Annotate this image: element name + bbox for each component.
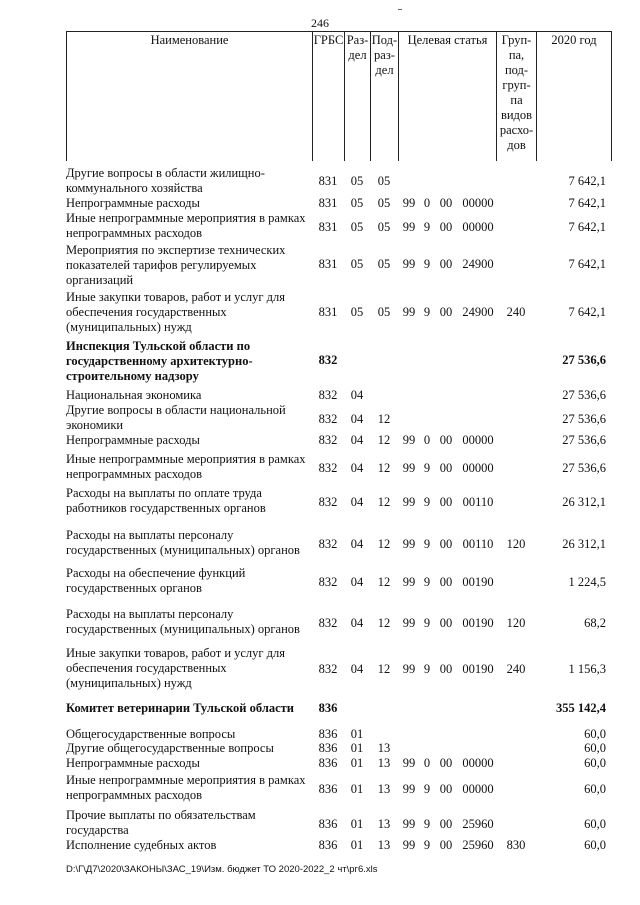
row-target-main: 00: [439, 495, 453, 509]
row-podrazdel: 13: [377, 741, 391, 755]
header-group-cell: [496, 31, 536, 161]
row-razdel: 01: [350, 741, 364, 755]
row-amount: 26 312,1: [562, 495, 606, 509]
row-expense-type: 120: [506, 537, 526, 551]
row-target-program: 99: [402, 575, 416, 589]
row-grbs: 832: [318, 575, 338, 589]
row-razdel: 04: [350, 412, 364, 426]
row-target-sub: 9: [423, 305, 431, 319]
header-name: Наименование: [150, 33, 229, 47]
row-grbs: 832: [318, 616, 338, 630]
row-name: Исполнение судебных актов: [66, 838, 217, 852]
row-razdel: 04: [350, 616, 364, 630]
row-expense-type: 830: [506, 838, 526, 852]
row-target-direction: 00000: [462, 782, 494, 796]
row-amount: 7 642,1: [568, 305, 606, 319]
row-podrazdel: 13: [377, 756, 391, 770]
row-target-program: 99: [402, 838, 416, 852]
row-razdel: 01: [350, 727, 364, 741]
row-name: Другие вопросы в области жилищно-коммунального хозяйства: [66, 166, 265, 195]
row-amount: 27 536,6: [562, 353, 606, 367]
row-amount: 60,0: [584, 782, 606, 796]
row-target-main: 00: [439, 838, 453, 852]
row-target-main: 00: [439, 196, 453, 210]
row-target-program: 99: [402, 196, 416, 210]
row-razdel: 04: [350, 433, 364, 447]
row-podrazdel: 12: [377, 537, 391, 551]
row-podrazdel: 05: [377, 174, 391, 188]
row-target-direction: 00000: [462, 433, 494, 447]
row-grbs: 836: [318, 838, 338, 852]
scan-mark: [398, 9, 402, 10]
row-razdel: 01: [350, 817, 364, 831]
row-target-main: 00: [439, 461, 453, 475]
row-name: Расходы на обеспечение функций государственных органов: [66, 566, 246, 595]
row-target-direction: 00000: [462, 220, 494, 234]
row-podrazdel: 12: [377, 662, 391, 676]
row-amount: 1 156,3: [568, 662, 606, 676]
row-amount: 355 142,4: [556, 701, 606, 715]
row-target-sub: 9: [423, 257, 431, 271]
row-target-direction: 25960: [462, 817, 494, 831]
row-name: Инспекция Тульской области по государственному архитектурно-строительному надзору: [66, 339, 253, 383]
row-podrazdel: 13: [377, 817, 391, 831]
row-target-sub: 9: [423, 220, 431, 234]
row-target-sub: 9: [423, 782, 431, 796]
row-razdel: 05: [350, 174, 364, 188]
row-grbs: 832: [318, 388, 338, 402]
row-grbs: 836: [318, 701, 338, 715]
row-podrazdel: 12: [377, 433, 391, 447]
row-podrazdel: 05: [377, 257, 391, 271]
row-name: Общегосударственные вопросы: [66, 727, 236, 741]
row-amount: 60,0: [584, 741, 606, 755]
row-name: Иные закупки товаров, работ и услуг для обеспечения государственных (муниципальных) нужд: [66, 646, 286, 690]
row-target-main: 00: [439, 616, 453, 630]
row-grbs: 831: [318, 220, 338, 234]
row-target-direction: 00190: [462, 616, 494, 630]
row-target-sub: 9: [423, 495, 431, 509]
row-target-program: 99: [402, 817, 416, 831]
row-razdel: 04: [350, 537, 364, 551]
row-target-direction: 00190: [462, 575, 494, 589]
row-target-main: 00: [439, 433, 453, 447]
row-amount: 68,2: [584, 616, 606, 630]
row-target-direction: 24900: [462, 257, 494, 271]
row-grbs: 831: [318, 196, 338, 210]
row-target-sub: 9: [423, 817, 431, 831]
row-target-program: 99: [402, 433, 416, 447]
row-grbs: 836: [318, 756, 338, 770]
row-target-main: 00: [439, 305, 453, 319]
row-razdel: 05: [350, 305, 364, 319]
header-grbs-cell: [312, 31, 344, 161]
row-name: Расходы на выплаты персоналу государственных (муниципальных) органов: [66, 528, 300, 557]
row-grbs: 832: [318, 412, 338, 426]
row-razdel: 01: [350, 756, 364, 770]
row-amount: 7 642,1: [568, 220, 606, 234]
row-name: Прочие выплаты по обязательствам государства: [66, 808, 256, 837]
row-amount: 27 536,6: [562, 461, 606, 475]
row-podrazdel: 05: [377, 305, 391, 319]
header-grbs: ГРБС: [313, 33, 344, 47]
row-target-program: 99: [402, 782, 416, 796]
row-amount: 60,0: [584, 756, 606, 770]
row-grbs: 832: [318, 537, 338, 551]
row-name: Национальная экономика: [66, 388, 202, 402]
header-target-cell: [398, 31, 496, 161]
row-grbs: 832: [318, 353, 338, 367]
row-grbs: 831: [318, 305, 338, 319]
row-amount: 7 642,1: [568, 196, 606, 210]
row-target-sub: 9: [423, 838, 431, 852]
row-target-sub: 9: [423, 575, 431, 589]
row-expense-type: 120: [506, 616, 526, 630]
header-group: Груп- па, под- груп- па видов расхо- дов: [499, 33, 534, 152]
row-podrazdel: 12: [377, 461, 391, 475]
row-razdel: 04: [350, 662, 364, 676]
row-grbs: 832: [318, 433, 338, 447]
row-podrazdel: 05: [377, 220, 391, 234]
row-razdel: 05: [350, 196, 364, 210]
row-target-direction: 25960: [462, 838, 494, 852]
row-name: Комитет ветеринарии Тульской области: [66, 701, 294, 715]
row-amount: 27 536,6: [562, 433, 606, 447]
row-name: Иные непрограммные мероприятия в рамках непрограммных расходов: [66, 211, 306, 240]
row-target-sub: 9: [423, 461, 431, 475]
row-name: Другие общегосударственные вопросы: [66, 741, 274, 755]
row-target-sub: 9: [423, 662, 431, 676]
row-target-main: 00: [439, 220, 453, 234]
row-target-main: 00: [439, 537, 453, 551]
row-target-sub: 9: [423, 616, 431, 630]
row-amount: 26 312,1: [562, 537, 606, 551]
row-razdel: 01: [350, 838, 364, 852]
row-name: Расходы на выплаты персоналу государственных (муниципальных) органов: [66, 607, 300, 636]
page-number: 246: [311, 16, 329, 30]
row-razdel: 04: [350, 388, 364, 402]
row-grbs: 836: [318, 817, 338, 831]
header-podrazdel: Под- раз- дел: [371, 33, 398, 77]
row-podrazdel: 13: [377, 782, 391, 796]
row-podrazdel: 12: [377, 616, 391, 630]
row-grbs: 832: [318, 662, 338, 676]
header-target: Целевая статья: [407, 33, 488, 47]
row-target-main: 00: [439, 662, 453, 676]
row-name: Непрограммные расходы: [66, 756, 200, 770]
row-target-program: 99: [402, 220, 416, 234]
row-grbs: 832: [318, 495, 338, 509]
row-amount: 27 536,6: [562, 388, 606, 402]
header-year-cell: [536, 31, 612, 161]
row-target-direction: 00000: [462, 196, 494, 210]
row-grbs: 831: [318, 174, 338, 188]
row-target-direction: 00110: [462, 537, 494, 551]
row-target-main: 00: [439, 817, 453, 831]
row-target-program: 99: [402, 257, 416, 271]
row-amount: 60,0: [584, 817, 606, 831]
row-razdel: 05: [350, 220, 364, 234]
row-grbs: 831: [318, 257, 338, 271]
row-podrazdel: 12: [377, 412, 391, 426]
row-razdel: 04: [350, 575, 364, 589]
row-target-direction: 00190: [462, 662, 494, 676]
row-grbs: 836: [318, 727, 338, 741]
row-amount: 1 224,5: [568, 575, 606, 589]
row-target-program: 99: [402, 461, 416, 475]
row-target-direction: 00000: [462, 461, 494, 475]
row-target-program: 99: [402, 537, 416, 551]
row-name: Иные непрограммные мероприятия в рамках непрограммных расходов: [66, 452, 306, 481]
row-podrazdel: 13: [377, 838, 391, 852]
row-name: Мероприятия по экспертизе технических показателей тарифов регулируемых организаций: [66, 243, 286, 287]
row-amount: 7 642,1: [568, 257, 606, 271]
row-expense-type: 240: [506, 305, 526, 319]
table-header: [66, 31, 612, 161]
row-name: Иные непрограммные мероприятия в рамках непрограммных расходов: [66, 773, 306, 802]
row-target-program: 99: [402, 756, 416, 770]
row-target-direction: 00000: [462, 756, 494, 770]
row-amount: 60,0: [584, 838, 606, 852]
row-razdel: 04: [350, 461, 364, 475]
row-target-sub: 0: [423, 196, 431, 210]
row-amount: 7 642,1: [568, 174, 606, 188]
row-target-main: 00: [439, 575, 453, 589]
row-target-direction: 24900: [462, 305, 494, 319]
row-razdel: 04: [350, 495, 364, 509]
header-name-cell: [66, 31, 312, 161]
row-podrazdel: 12: [377, 575, 391, 589]
row-target-main: 00: [439, 782, 453, 796]
row-name: Расходы на выплаты по оплате труда работников государственных органов: [66, 486, 266, 515]
row-target-program: 99: [402, 616, 416, 630]
row-target-direction: 00110: [462, 495, 494, 509]
row-razdel: 01: [350, 782, 364, 796]
header-razdel-cell: [344, 31, 370, 161]
row-target-sub: 9: [423, 537, 431, 551]
row-target-main: 00: [439, 257, 453, 271]
header-year: 2020 год: [551, 33, 597, 47]
row-grbs: 832: [318, 461, 338, 475]
row-razdel: 05: [350, 257, 364, 271]
row-target-sub: 0: [423, 433, 431, 447]
header-podrazdel-cell: [370, 31, 398, 161]
row-amount: 27 536,6: [562, 412, 606, 426]
row-target-sub: 0: [423, 756, 431, 770]
row-name: Непрограммные расходы: [66, 196, 200, 210]
header-razdel: Раз- дел: [346, 33, 369, 62]
row-target-program: 99: [402, 662, 416, 676]
row-name: Другие вопросы в области национальной экономики: [66, 403, 286, 432]
row-grbs: 836: [318, 782, 338, 796]
row-podrazdel: 05: [377, 196, 391, 210]
row-grbs: 836: [318, 741, 338, 755]
row-name: Иные закупки товаров, работ и услуг для обеспечения государственных (муниципальных) нужд: [66, 290, 286, 334]
row-podrazdel: 12: [377, 495, 391, 509]
row-target-program: 99: [402, 495, 416, 509]
row-name: Непрограммные расходы: [66, 433, 200, 447]
row-amount: 60,0: [584, 727, 606, 741]
row-target-program: 99: [402, 305, 416, 319]
row-target-main: 00: [439, 756, 453, 770]
row-expense-type: 240: [506, 662, 526, 676]
file-path-footer: D:\Г\Д7\2020\ЗАКОНЫ\ЗАС_19\Изм. бюджет ТО 2020-2022_2 чт\рг6.xls: [66, 864, 378, 875]
